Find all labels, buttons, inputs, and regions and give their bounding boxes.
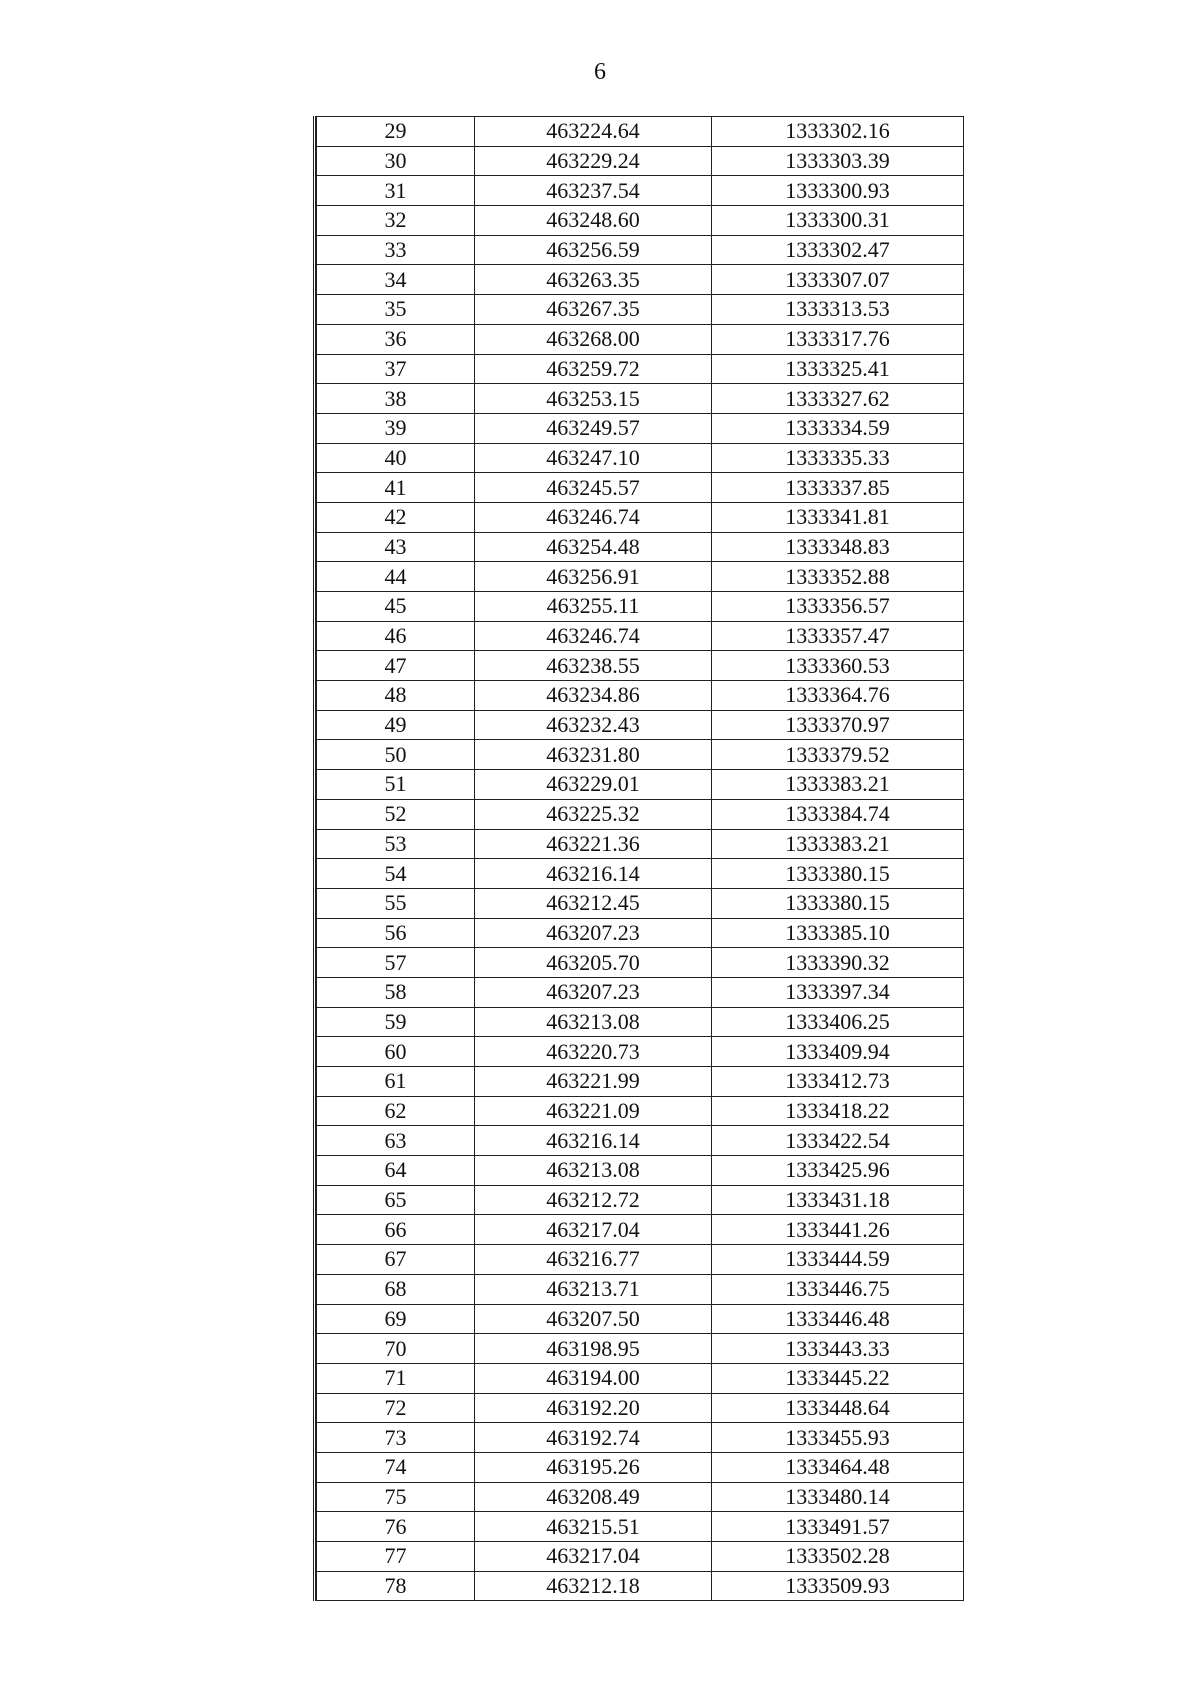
table-row bbox=[317, 621, 964, 651]
y-coordinate-cell: 1333491.57 bbox=[712, 1512, 964, 1542]
x-coordinate-cell: 463255.11 bbox=[475, 592, 712, 622]
point-number-cell: 78 bbox=[317, 1571, 475, 1601]
point-number-cell: 41 bbox=[317, 473, 475, 503]
y-coordinate-cell: 1333360.53 bbox=[712, 651, 964, 681]
y-coordinate-cell: 1333441.26 bbox=[712, 1215, 964, 1245]
point-number-cell: 43 bbox=[317, 532, 475, 562]
point-number-cell: 47 bbox=[317, 651, 475, 681]
point-number-cell: 31 bbox=[317, 176, 475, 206]
y-coordinate-cell: 1333464.48 bbox=[712, 1452, 964, 1482]
x-coordinate-cell: 463237.54 bbox=[475, 176, 712, 206]
y-coordinate-cell: 1333352.88 bbox=[712, 562, 964, 592]
x-coordinate-cell: 463256.59 bbox=[475, 235, 712, 265]
point-number-cell: 29 bbox=[317, 117, 475, 147]
y-coordinate-cell: 1333406.25 bbox=[712, 1007, 964, 1037]
point-number-cell: 73 bbox=[317, 1423, 475, 1453]
y-coordinate-cell: 1333357.47 bbox=[712, 621, 964, 651]
x-coordinate-cell: 463234.86 bbox=[475, 681, 712, 711]
table-row bbox=[317, 502, 964, 532]
y-coordinate-cell: 1333303.39 bbox=[712, 146, 964, 176]
point-number-cell: 39 bbox=[317, 413, 475, 443]
x-coordinate-cell: 463216.14 bbox=[475, 1126, 712, 1156]
point-number-cell: 59 bbox=[317, 1007, 475, 1037]
table-row bbox=[317, 799, 964, 829]
y-coordinate-cell: 1333334.59 bbox=[712, 413, 964, 443]
x-coordinate-cell: 463221.36 bbox=[475, 829, 712, 859]
point-number-cell: 57 bbox=[317, 948, 475, 978]
point-number-cell: 50 bbox=[317, 740, 475, 770]
y-coordinate-cell: 1333327.62 bbox=[712, 384, 964, 414]
y-coordinate-cell: 1333397.34 bbox=[712, 977, 964, 1007]
table-row bbox=[317, 1542, 964, 1572]
x-coordinate-cell: 463216.14 bbox=[475, 859, 712, 889]
y-coordinate-cell: 1333302.16 bbox=[712, 117, 964, 147]
table-row bbox=[317, 1334, 964, 1364]
table-row bbox=[317, 1096, 964, 1126]
point-number-cell: 30 bbox=[317, 146, 475, 176]
table-row bbox=[317, 1067, 964, 1097]
point-number-cell: 75 bbox=[317, 1482, 475, 1512]
point-number-cell: 46 bbox=[317, 621, 475, 651]
y-coordinate-cell: 1333335.33 bbox=[712, 443, 964, 473]
x-coordinate-cell: 463212.72 bbox=[475, 1185, 712, 1215]
table-row bbox=[317, 1007, 964, 1037]
x-coordinate-cell: 463229.01 bbox=[475, 770, 712, 800]
y-coordinate-cell: 1333409.94 bbox=[712, 1037, 964, 1067]
point-number-cell: 42 bbox=[317, 502, 475, 532]
x-coordinate-cell: 463224.64 bbox=[475, 117, 712, 147]
point-number-cell: 33 bbox=[317, 235, 475, 265]
y-coordinate-cell: 1333385.10 bbox=[712, 918, 964, 948]
x-coordinate-cell: 463217.04 bbox=[475, 1215, 712, 1245]
x-coordinate-cell: 463263.35 bbox=[475, 265, 712, 295]
x-coordinate-cell: 463198.95 bbox=[475, 1334, 712, 1364]
point-number-cell: 62 bbox=[317, 1096, 475, 1126]
point-number-cell: 72 bbox=[317, 1393, 475, 1423]
table-row bbox=[317, 740, 964, 770]
point-number-cell: 53 bbox=[317, 829, 475, 859]
x-coordinate-cell: 463195.26 bbox=[475, 1452, 712, 1482]
page-number: 6 bbox=[594, 59, 606, 85]
x-coordinate-cell: 463247.10 bbox=[475, 443, 712, 473]
point-number-cell: 58 bbox=[317, 977, 475, 1007]
x-coordinate-cell: 463207.23 bbox=[475, 918, 712, 948]
point-number-cell: 37 bbox=[317, 354, 475, 384]
point-number-cell: 36 bbox=[317, 324, 475, 354]
x-coordinate-cell: 463217.04 bbox=[475, 1542, 712, 1572]
table-row bbox=[317, 206, 964, 236]
table-row bbox=[317, 176, 964, 206]
x-coordinate-cell: 463194.00 bbox=[475, 1363, 712, 1393]
y-coordinate-cell: 1333356.57 bbox=[712, 592, 964, 622]
table-row bbox=[317, 235, 964, 265]
table-row bbox=[317, 948, 964, 978]
coordinates-table-container bbox=[313, 116, 963, 1601]
y-coordinate-cell: 1333431.18 bbox=[712, 1185, 964, 1215]
table-row bbox=[317, 770, 964, 800]
table-row bbox=[317, 265, 964, 295]
x-coordinate-cell: 463267.35 bbox=[475, 295, 712, 325]
table-row bbox=[317, 977, 964, 1007]
x-coordinate-cell: 463221.99 bbox=[475, 1067, 712, 1097]
x-coordinate-cell: 463220.73 bbox=[475, 1037, 712, 1067]
table-row bbox=[317, 1482, 964, 1512]
y-coordinate-cell: 1333412.73 bbox=[712, 1067, 964, 1097]
table-row bbox=[317, 592, 964, 622]
x-coordinate-cell: 463208.49 bbox=[475, 1482, 712, 1512]
table-row bbox=[317, 710, 964, 740]
y-coordinate-cell: 1333509.93 bbox=[712, 1571, 964, 1601]
y-coordinate-cell: 1333384.74 bbox=[712, 799, 964, 829]
point-number-cell: 74 bbox=[317, 1452, 475, 1482]
x-coordinate-cell: 463225.32 bbox=[475, 799, 712, 829]
y-coordinate-cell: 1333444.59 bbox=[712, 1245, 964, 1275]
table-row bbox=[317, 117, 964, 147]
y-coordinate-cell: 1333446.75 bbox=[712, 1274, 964, 1304]
x-coordinate-cell: 463221.09 bbox=[475, 1096, 712, 1126]
y-coordinate-cell: 1333300.93 bbox=[712, 176, 964, 206]
point-number-cell: 45 bbox=[317, 592, 475, 622]
table-row bbox=[317, 1215, 964, 1245]
table-row bbox=[317, 1274, 964, 1304]
table-row bbox=[317, 859, 964, 889]
table-row bbox=[317, 1452, 964, 1482]
y-coordinate-cell: 1333380.15 bbox=[712, 859, 964, 889]
table-row bbox=[317, 1037, 964, 1067]
point-number-cell: 32 bbox=[317, 206, 475, 236]
point-number-cell: 68 bbox=[317, 1274, 475, 1304]
y-coordinate-cell: 1333390.32 bbox=[712, 948, 964, 978]
point-number-cell: 71 bbox=[317, 1363, 475, 1393]
table-row bbox=[317, 829, 964, 859]
x-coordinate-cell: 463246.74 bbox=[475, 502, 712, 532]
x-coordinate-cell: 463229.24 bbox=[475, 146, 712, 176]
x-coordinate-cell: 463192.74 bbox=[475, 1423, 712, 1453]
x-coordinate-cell: 463254.48 bbox=[475, 532, 712, 562]
table-row bbox=[317, 413, 964, 443]
y-coordinate-cell: 1333317.76 bbox=[712, 324, 964, 354]
point-number-cell: 38 bbox=[317, 384, 475, 414]
y-coordinate-cell: 1333380.15 bbox=[712, 888, 964, 918]
point-number-cell: 56 bbox=[317, 918, 475, 948]
table-row bbox=[317, 1245, 964, 1275]
table-row bbox=[317, 1156, 964, 1186]
y-coordinate-cell: 1333443.33 bbox=[712, 1334, 964, 1364]
point-number-cell: 64 bbox=[317, 1156, 475, 1186]
y-coordinate-cell: 1333379.52 bbox=[712, 740, 964, 770]
y-coordinate-cell: 1333425.96 bbox=[712, 1156, 964, 1186]
y-coordinate-cell: 1333445.22 bbox=[712, 1363, 964, 1393]
y-coordinate-cell: 1333313.53 bbox=[712, 295, 964, 325]
x-coordinate-cell: 463213.71 bbox=[475, 1274, 712, 1304]
point-number-cell: 54 bbox=[317, 859, 475, 889]
point-number-cell: 35 bbox=[317, 295, 475, 325]
x-coordinate-cell: 463232.43 bbox=[475, 710, 712, 740]
coordinates-table bbox=[316, 116, 964, 1601]
x-coordinate-cell: 463231.80 bbox=[475, 740, 712, 770]
y-coordinate-cell: 1333480.14 bbox=[712, 1482, 964, 1512]
y-coordinate-cell: 1333364.76 bbox=[712, 681, 964, 711]
y-coordinate-cell: 1333337.85 bbox=[712, 473, 964, 503]
point-number-cell: 77 bbox=[317, 1542, 475, 1572]
x-coordinate-cell: 463212.18 bbox=[475, 1571, 712, 1601]
x-coordinate-cell: 463207.50 bbox=[475, 1304, 712, 1334]
x-coordinate-cell: 463215.51 bbox=[475, 1512, 712, 1542]
point-number-cell: 40 bbox=[317, 443, 475, 473]
y-coordinate-cell: 1333383.21 bbox=[712, 829, 964, 859]
y-coordinate-cell: 1333422.54 bbox=[712, 1126, 964, 1156]
table-row bbox=[317, 1393, 964, 1423]
table-row bbox=[317, 918, 964, 948]
point-number-cell: 76 bbox=[317, 1512, 475, 1542]
x-coordinate-cell: 463245.57 bbox=[475, 473, 712, 503]
table-row bbox=[317, 1304, 964, 1334]
point-number-cell: 34 bbox=[317, 265, 475, 295]
y-coordinate-cell: 1333325.41 bbox=[712, 354, 964, 384]
table-row bbox=[317, 1512, 964, 1542]
x-coordinate-cell: 463205.70 bbox=[475, 948, 712, 978]
table-row bbox=[317, 1423, 964, 1453]
point-number-cell: 66 bbox=[317, 1215, 475, 1245]
point-number-cell: 67 bbox=[317, 1245, 475, 1275]
table-row bbox=[317, 146, 964, 176]
x-coordinate-cell: 463253.15 bbox=[475, 384, 712, 414]
point-number-cell: 44 bbox=[317, 562, 475, 592]
x-coordinate-cell: 463212.45 bbox=[475, 888, 712, 918]
y-coordinate-cell: 1333307.07 bbox=[712, 265, 964, 295]
y-coordinate-cell: 1333341.81 bbox=[712, 502, 964, 532]
x-coordinate-cell: 463192.20 bbox=[475, 1393, 712, 1423]
x-coordinate-cell: 463256.91 bbox=[475, 562, 712, 592]
point-number-cell: 52 bbox=[317, 799, 475, 829]
y-coordinate-cell: 1333370.97 bbox=[712, 710, 964, 740]
table-row bbox=[317, 888, 964, 918]
table-row bbox=[317, 681, 964, 711]
point-number-cell: 48 bbox=[317, 681, 475, 711]
table-row bbox=[317, 651, 964, 681]
x-coordinate-cell: 463213.08 bbox=[475, 1007, 712, 1037]
y-coordinate-cell: 1333455.93 bbox=[712, 1423, 964, 1453]
y-coordinate-cell: 1333348.83 bbox=[712, 532, 964, 562]
table-row bbox=[317, 1126, 964, 1156]
x-coordinate-cell: 463259.72 bbox=[475, 354, 712, 384]
table-row bbox=[317, 443, 964, 473]
y-coordinate-cell: 1333448.64 bbox=[712, 1393, 964, 1423]
point-number-cell: 70 bbox=[317, 1334, 475, 1364]
point-number-cell: 63 bbox=[317, 1126, 475, 1156]
point-number-cell: 55 bbox=[317, 888, 475, 918]
x-coordinate-cell: 463213.08 bbox=[475, 1156, 712, 1186]
table-row bbox=[317, 295, 964, 325]
table-row bbox=[317, 354, 964, 384]
y-coordinate-cell: 1333383.21 bbox=[712, 770, 964, 800]
y-coordinate-cell: 1333446.48 bbox=[712, 1304, 964, 1334]
table-row bbox=[317, 562, 964, 592]
point-number-cell: 69 bbox=[317, 1304, 475, 1334]
point-number-cell: 61 bbox=[317, 1067, 475, 1097]
x-coordinate-cell: 463216.77 bbox=[475, 1245, 712, 1275]
y-coordinate-cell: 1333418.22 bbox=[712, 1096, 964, 1126]
point-number-cell: 51 bbox=[317, 770, 475, 800]
table-row bbox=[317, 532, 964, 562]
x-coordinate-cell: 463268.00 bbox=[475, 324, 712, 354]
coordinates-table-body bbox=[317, 117, 964, 1601]
table-row bbox=[317, 1363, 964, 1393]
x-coordinate-cell: 463248.60 bbox=[475, 206, 712, 236]
table-row bbox=[317, 324, 964, 354]
x-coordinate-cell: 463246.74 bbox=[475, 621, 712, 651]
table-row bbox=[317, 1185, 964, 1215]
x-coordinate-cell: 463238.55 bbox=[475, 651, 712, 681]
table-row bbox=[317, 384, 964, 414]
x-coordinate-cell: 463207.23 bbox=[475, 977, 712, 1007]
point-number-cell: 60 bbox=[317, 1037, 475, 1067]
table-row bbox=[317, 473, 964, 503]
x-coordinate-cell: 463249.57 bbox=[475, 413, 712, 443]
y-coordinate-cell: 1333502.28 bbox=[712, 1542, 964, 1572]
y-coordinate-cell: 1333302.47 bbox=[712, 235, 964, 265]
table-row bbox=[317, 1571, 964, 1601]
point-number-cell: 49 bbox=[317, 710, 475, 740]
y-coordinate-cell: 1333300.31 bbox=[712, 206, 964, 236]
point-number-cell: 65 bbox=[317, 1185, 475, 1215]
